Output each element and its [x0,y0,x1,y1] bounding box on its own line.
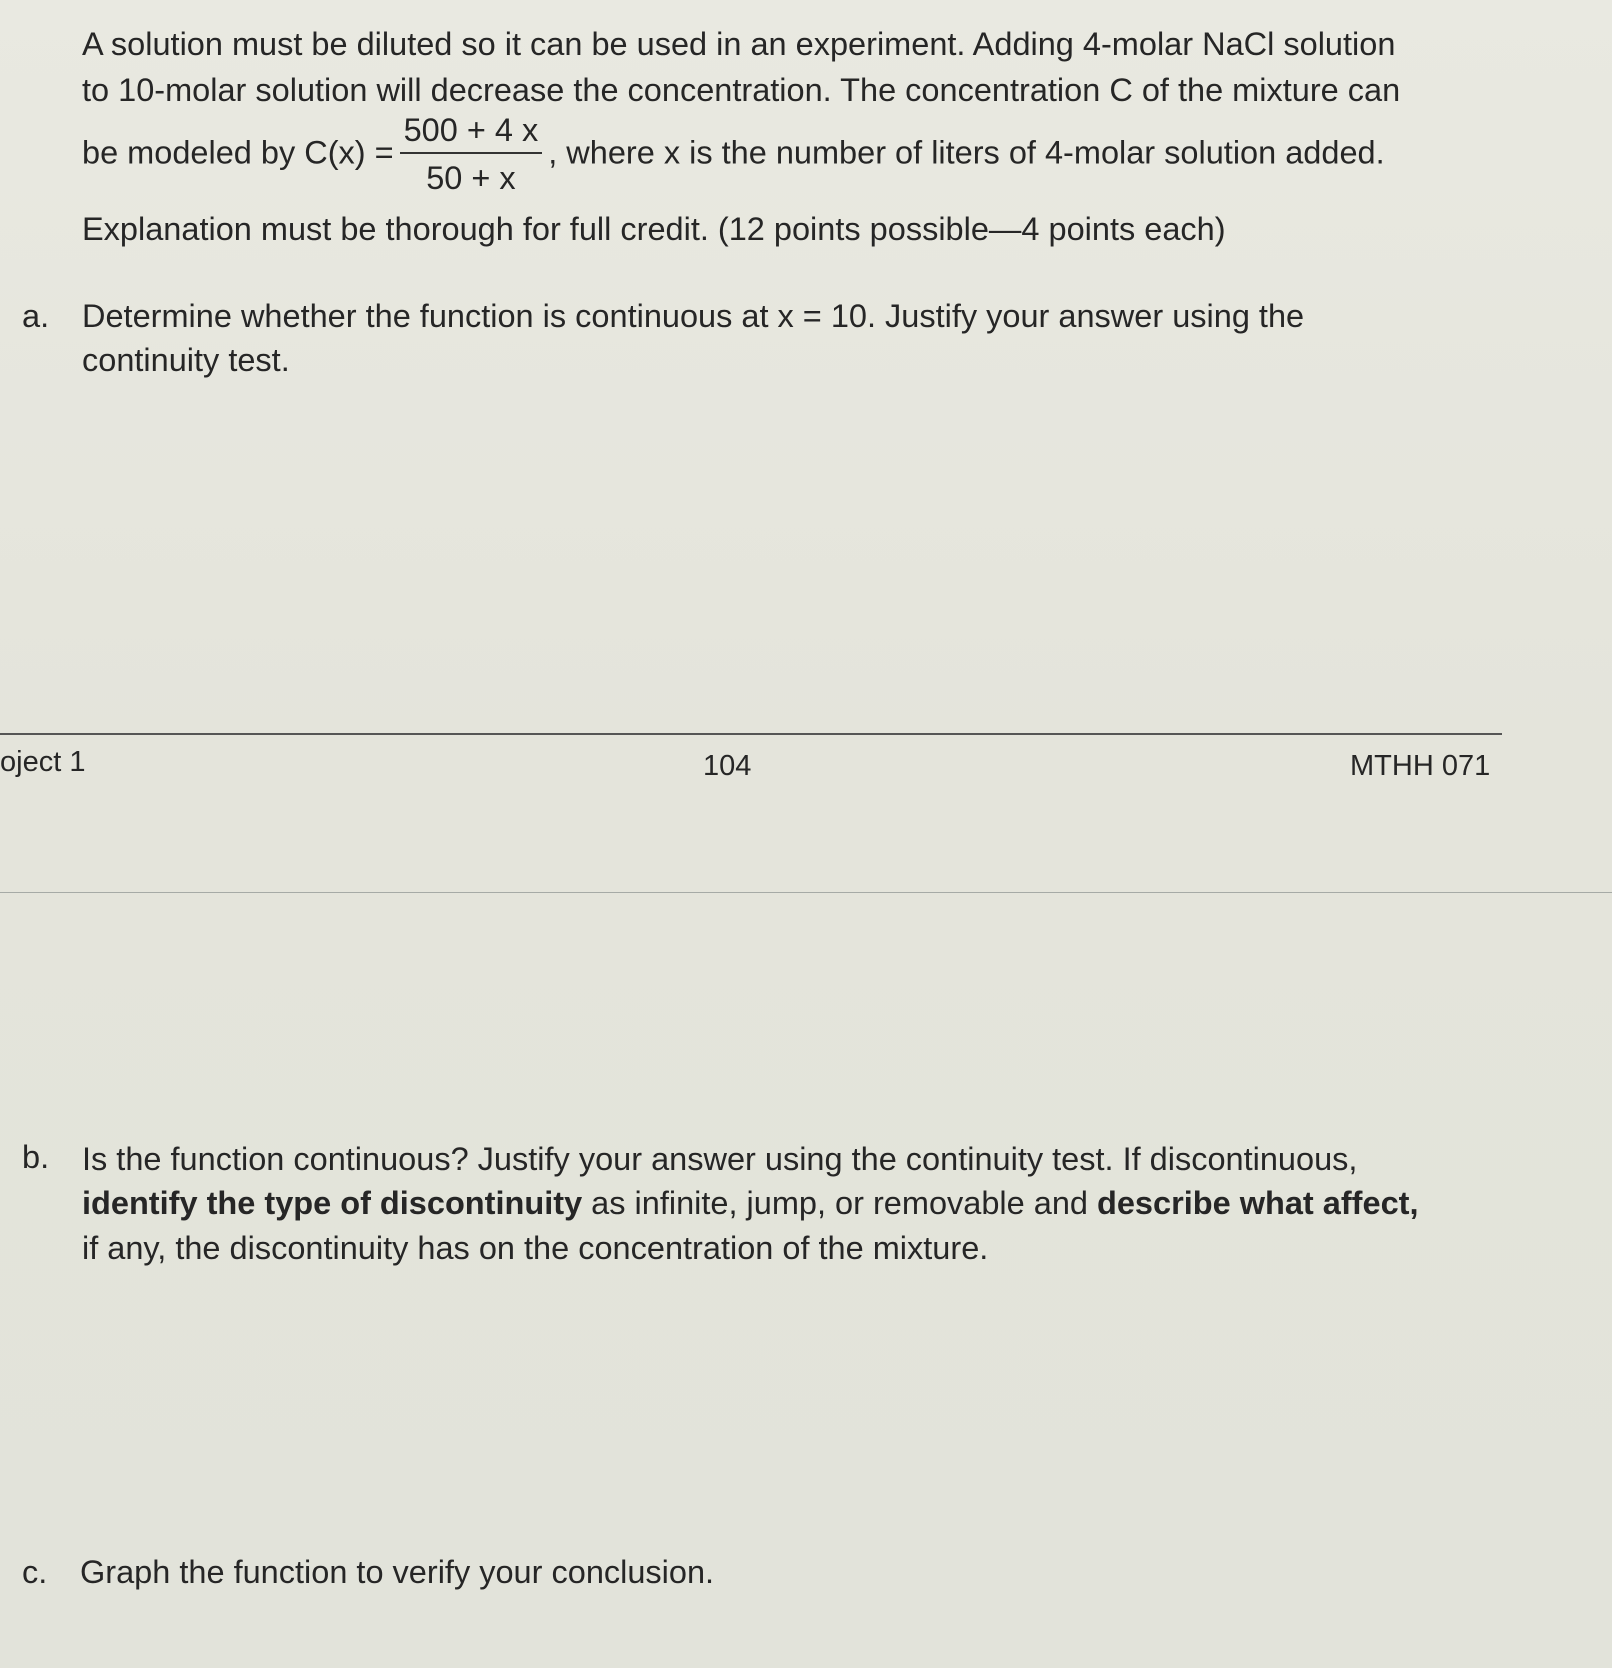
formula-numerator: 500 + 4 x [400,108,543,154]
intro-line-4: Explanation must be thorough for full credit. (12 points possible—4 points each) [82,211,1226,247]
question-b-bold-2: describe what affect, [1097,1185,1419,1221]
question-a-line-2: continuity test. [82,342,290,378]
footer-rule [0,733,1502,735]
formula-suffix: , where x is the number of liters of 4-molar solution added. [548,134,1385,171]
footer-left: oject 1 [0,746,86,778]
formula-denominator: 50 + x [426,160,516,196]
question-c-label: c. [22,1554,48,1590]
question-b-bold-1: identify the type of discontinuity [82,1185,583,1221]
question-b-mid: as infinite, jump, or removable and [582,1185,1097,1221]
intro-line-1: A solution must be diluted so it can be used in an experiment. Adding 4-molar NaCl solution [82,26,1396,62]
intro-line-2: to 10-molar solution will decrease the concentration. The concentration C of the mixture can [82,72,1401,108]
question-b-line-2 [82,1181,1419,1225]
footer-page-number: 104 [703,750,752,782]
question-c-line-1: Graph the function to verify your conclusion. [80,1554,715,1590]
page-break-line [0,892,1612,893]
question-b-line-1: Is the function continuous? Justify your answer using the continuity test. If discontinuous, [82,1141,1358,1177]
formula-fraction [400,108,543,202]
intro-line-3 [82,108,1385,202]
question-a-label: a. [22,298,50,334]
question-b-line-3: if any, the discontinuity has on the concentration of the mixture. [82,1230,989,1266]
footer-course-code: MTHH 071 [1350,750,1491,782]
formula-prefix: be modeled by C(x) = [82,134,394,171]
question-a-line-1: Determine whether the function is continuous at x = 10. Justify your answer using the [82,298,1305,334]
question-b-label: b. [22,1139,50,1175]
